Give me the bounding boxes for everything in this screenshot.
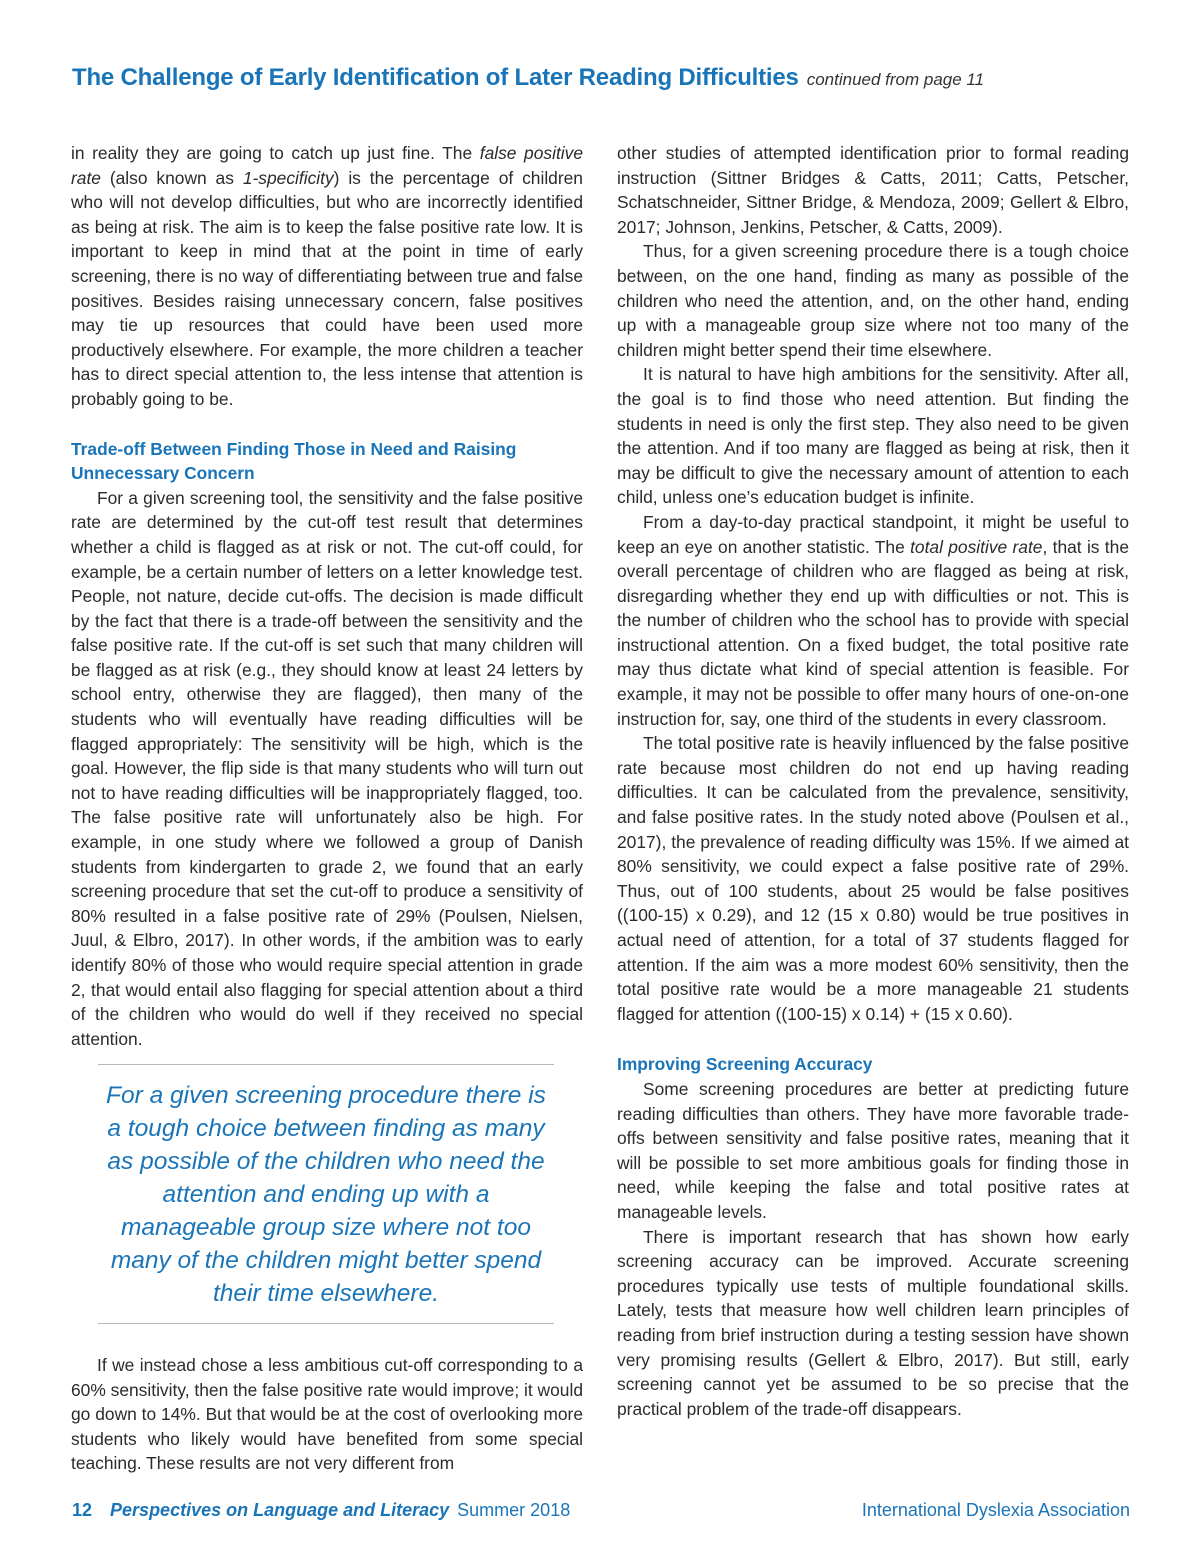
section-heading-improving-accuracy: Improving Screening Accuracy <box>617 1054 873 1075</box>
right-paragraph-4: From a day-to-day practical standpoint, it might be useful to keep an eye on another statistic. The total positive rate, that is the overall percentage of children who are flagged as being at risk, disregarding whether they end up with difficulties or not. This is the number of children who the school has to provide with special instructional attention. On a fixed budget, the total positive rate may thus dictate what kind of special attention is feasible. For example, it may not be possible to offer many hours of one-on-one instruction for, say, one third of the students in every classroom. <box>617 511 1129 729</box>
publication-name: Perspectives on Language and Literacy <box>110 1500 450 1520</box>
left-paragraph-1: in reality they are going to catch up just fine. The false positive rate (also known as 1-specificity) is the percentage of children who will not develop difficulties, but who are incorrectly identified as being at risk. The aim is to keep the false positive rate low. It is important to keep in mind that at the point in time of early screening, there is no way of differentiating between true and false positives. Besides raising unnecessary concern, false positives may tie up resources that could have been used more productively elsewhere. For example, the more children a teacher has to direct special attention to, the less intense that attention is probably going to be. <box>71 143 584 409</box>
left-column <box>71 141 583 1051</box>
issue-date: Summer 2018 <box>457 1500 571 1520</box>
right-paragraph-5: The total positive rate is heavily influenced by the false positive rate because most children do not end up having reading difficulties. It can be calculated from the prevalence, sensitivity, and false positive rates. In the study noted above (Poulsen et al., 2017), the prevalence of reading difficulty was 15%. If we aimed at 80% sensitivity, we could expect a false positive rate of 29%. Thus, out of 100 students, about 25 would be false positives ((100-15) x 0.29), and 12 (15 x 0.80) would be true positives in actual need of attention, for a total of 37 students flagged for attention. If the aim was a more modest 60% sensitivity, then the total positive rate would be a more manageable 21 students flagged for attention ((100-15) x 0.14) + (15 x 0.60). <box>617 733 1129 1024</box>
term-total-positive-rate: total positive rate <box>910 536 1043 557</box>
pull-quote-text: For a given screening procedure there is a tough choice between finding as many as possible of the children who need the attention and ending up with a manageable group size where not too many of the children might better spend their time elsewhere. <box>106 1082 546 1307</box>
left-paragraph-2: For a given screening tool, the sensitivity and the false positive rate are determined by the cut-off test result that determines whether a child is flagged as at risk or not. The cut-off could, for example, be a certain number of letters on a letter knowledge test. People, not nature, decide cut-offs. The decision is made difficult by the fact that there is a trade-off between the sensitivity and the false positive rate. If the cut-off is set such that many children will be flagged as at risk (e.g., they should know at least 24 letters by school entry, otherwise they are flagged), then many of the students who will eventually have reading difficulties will be flagged appropriately: The sensitivity will be high, which is the goal. However, the flip side is that many students who will turn out not to have reading difficulties will be inappropriately flagged, too. The false positive rate will unfortunately also be high. For example, in one study where we followed a group of Danish students from kindergarten to grade 2, we found that an early screening procedure that set the cut-off to produce a sensitivity of 80% resulted in a false positive rate of 29% (Poulsen, Nielsen, Juul, & Elbro, 2017). In other words, if the ambition was to early identify 80% of those who would require special attention in grade 2, that would entail also flagging for special attention about a third of the children who would do well if they received no special attention. <box>71 487 583 1049</box>
right-paragraph-6: Some screening procedures are better at predicting future reading difficulties than others. They have more favorable trade-offs between sensitivity and false positive rates, meaning that it will be possible to set more ambitious goals for finding those in need, while keeping the false and total positive rates at manageable levels. <box>617 1078 1129 1222</box>
page-header <box>72 64 1132 92</box>
section-heading-trade-off: Trade-off Between Finding Those in Need and Raising Unnecessary Concern <box>71 438 517 484</box>
term-false-positive-rate: false positive rate <box>71 143 584 188</box>
page-footer <box>72 1500 1130 1528</box>
page-number: 12 <box>72 1500 93 1520</box>
right-paragraph-1: other studies of attempted identification prior to formal reading instruction (Sittner Bridges & Catts, 2011; Catts, Petscher, Schatschneider, Sittner Bridge, & Mendoza, 2009; Gellert & Elbro, 2017; Johnson, Jenkins, Petscher, & Catts, 2009). <box>617 143 1129 237</box>
term-1-specificity: 1-specificity <box>242 167 334 188</box>
organization-name: International Dyslexia Association <box>861 1500 1130 1520</box>
right-column <box>617 141 1129 1421</box>
right-paragraph-2: Thus, for a given screening procedure there is a tough choice between, on the one hand, finding as many as possible of the children who need the attention, and, on the other hand, ending up with a manageable group size where not too many of the children might better spend their time elsewhere. <box>617 241 1129 360</box>
pull-quote <box>98 1064 554 1324</box>
article-title: The Challenge of Early Identification of Later Reading Difficulties <box>72 64 799 91</box>
left-paragraph-3: If we instead chose a less ambitious cut-off corresponding to a 60% sensitivity, then the false positive rate would improve; it would go down to 14%. But that would be at the cost of overlooking more students who likely would have benefited from some special teaching. These results are not very different from <box>71 1355 583 1474</box>
left-column-continued <box>71 1353 583 1476</box>
continued-note: continued from page 11 <box>806 70 985 89</box>
right-paragraph-7: There is important research that has shown how early screening accuracy can be improved. Accurate screening procedures typically use tests of multiple foundational skills. Lately, tests that measure how well children learn principles of reading from brief instruction during a testing session have shown very promising results (Gellert & Elbro, 2017). But still, early screening cannot yet be assumed to be so precise that the practical problem of the trade-off disappears. <box>617 1226 1129 1419</box>
right-paragraph-3: It is natural to have high ambitions for the sensitivity. After all, the goal is to find those who need attention. But finding the students in need is only the first step. They also need to be given the attention. And if too many are flagged as being at risk, then it may be difficult to give the necessary amount of attention to each child, unless one’s education budget is infinite. <box>617 364 1129 508</box>
